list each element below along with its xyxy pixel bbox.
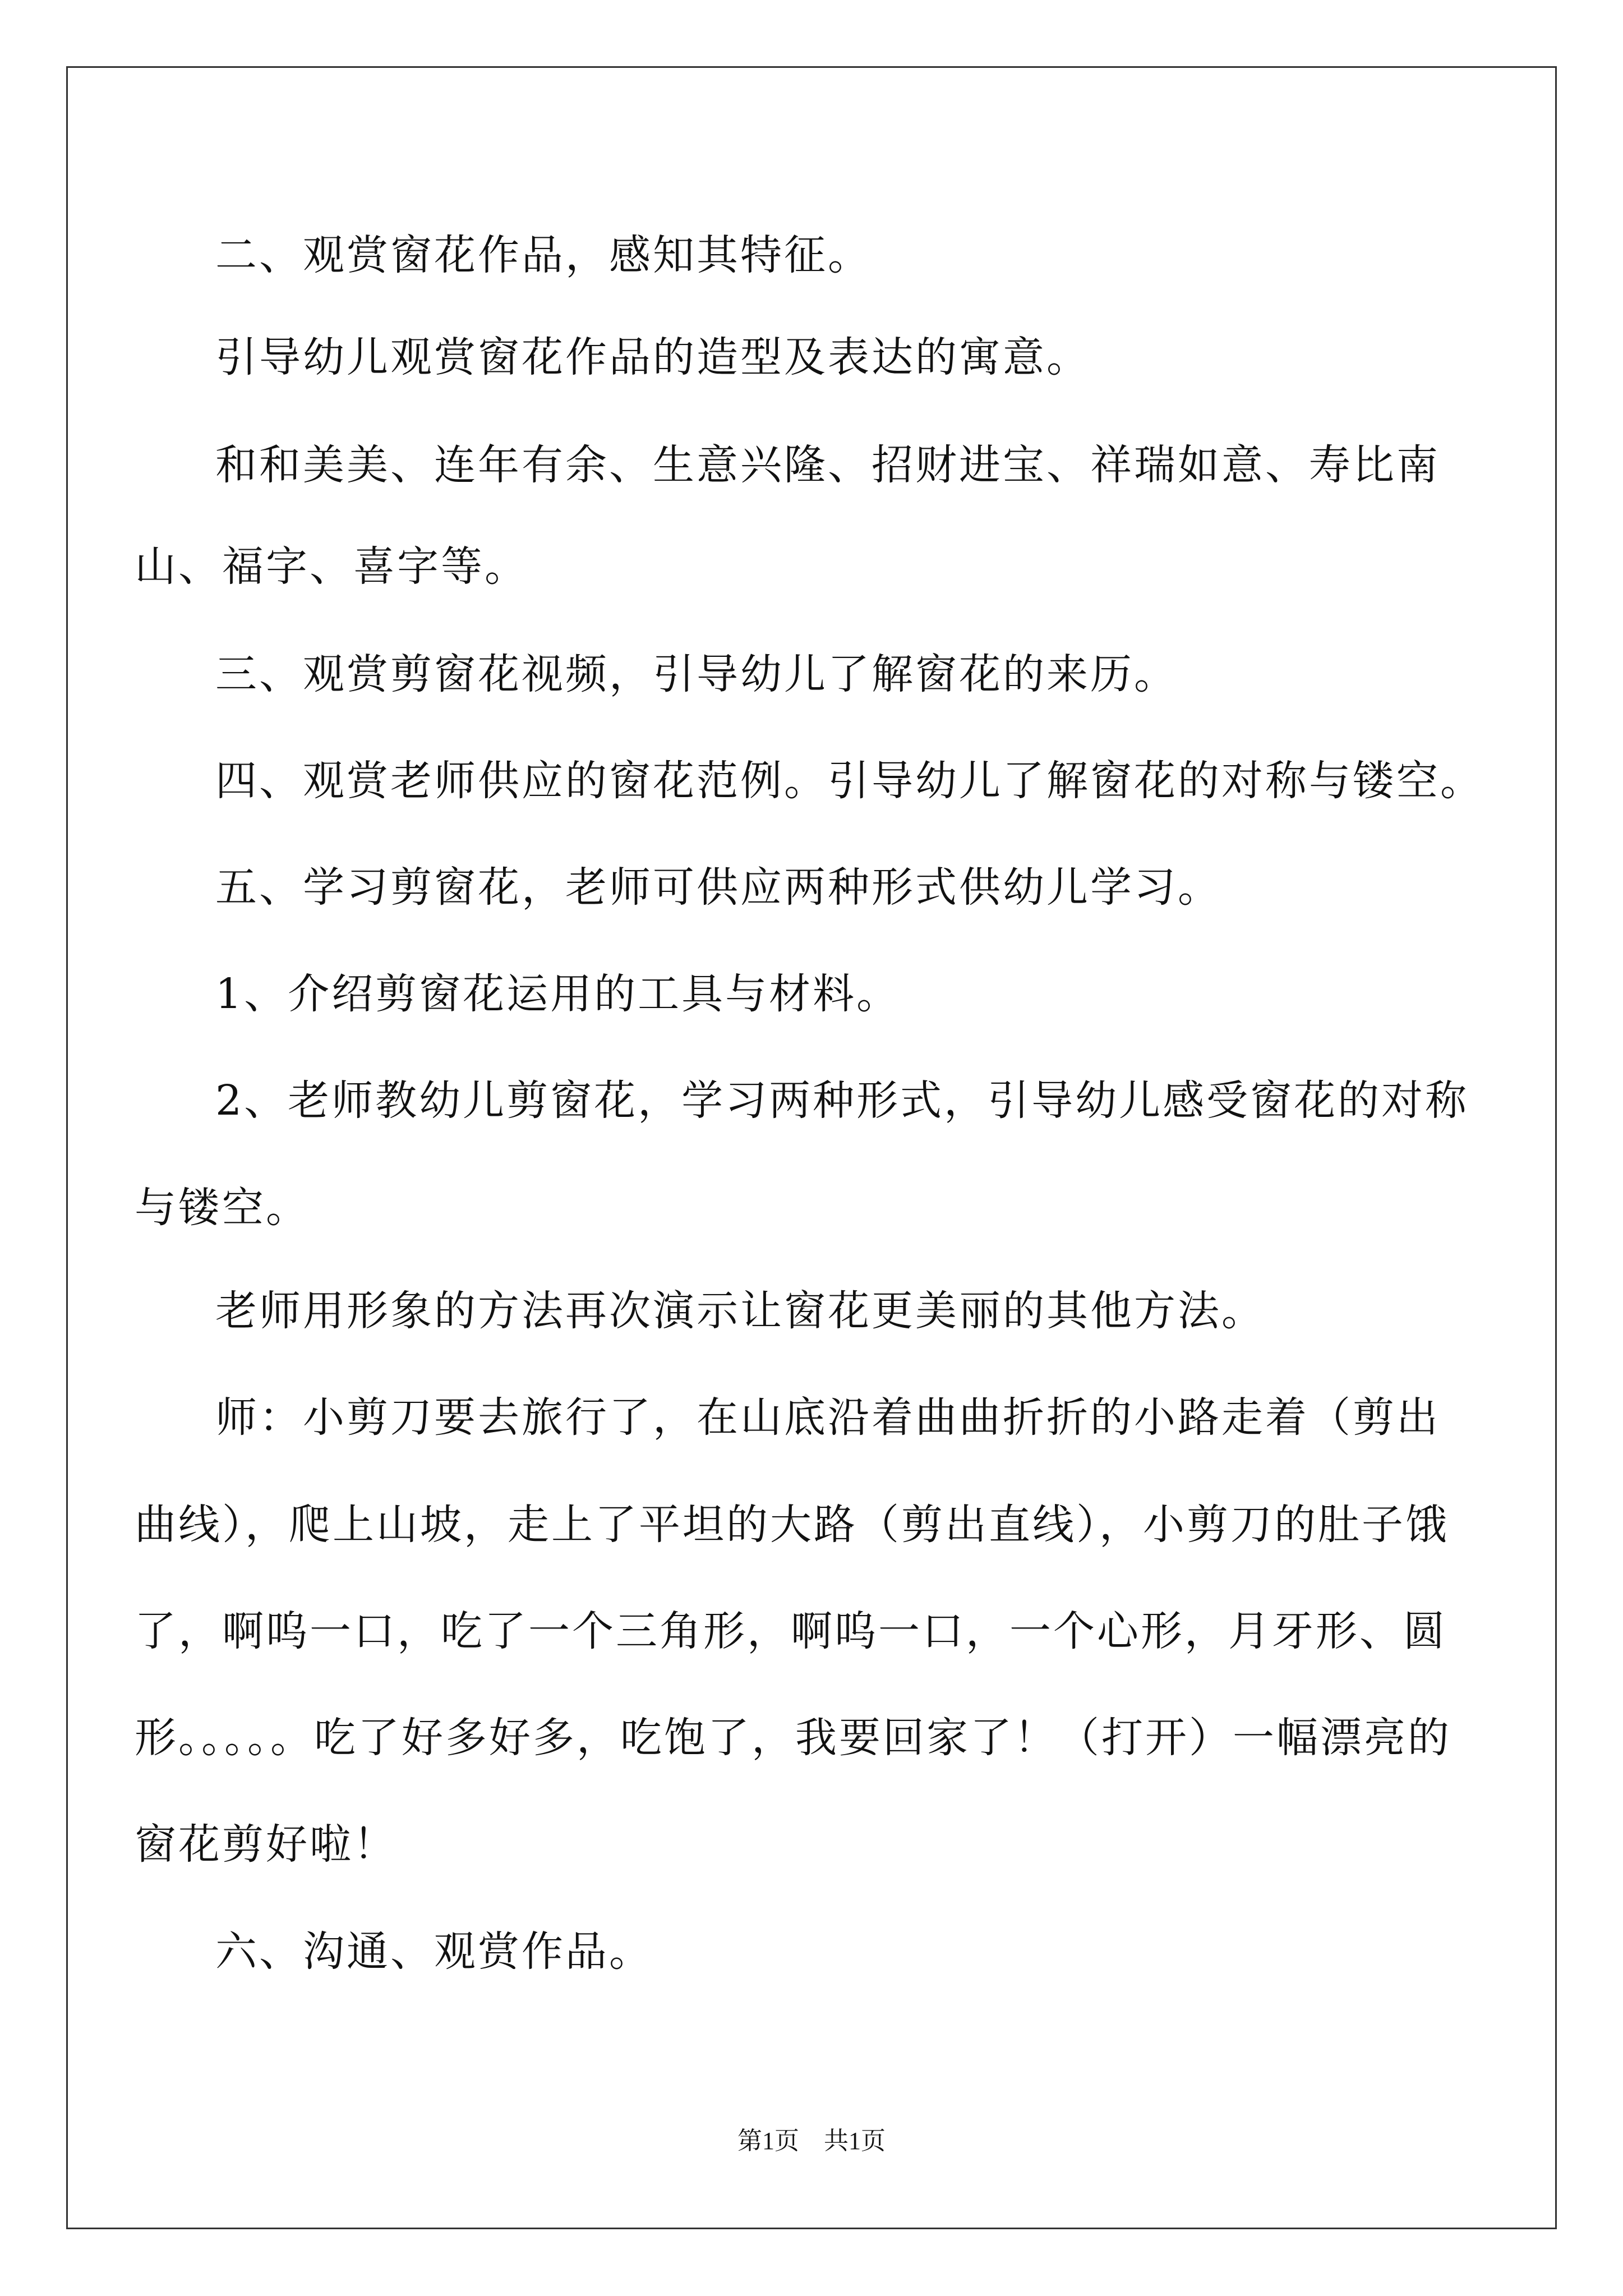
paragraph-line: 四、观赏老师供应的窗花范例。引导幼儿了解窗花的对称与镂空。 [215,757,1484,805]
paragraph-line: 山、福字、喜字等。 [135,542,528,591]
paragraph-line: 和和美美、连年有余、生意兴隆、招财进宝、祥瑞如意、寿比南 [215,441,1440,489]
page-number-footer: 第1页 共1页 [737,2127,886,2155]
paragraph-line: 引导幼儿观赏窗花作品的造型及表达的寓意。 [215,333,1090,381]
page-border [66,66,1557,2229]
paragraph-line: 师：小剪刀要去旅行了，在山底沿着曲曲折折的小路走着（剪出 [215,1393,1440,1442]
paragraph-line: 形。。。。。吃了好多好多，吃饱了，我要回家了！（打开）一幅漂亮的 [135,1714,1451,1762]
paragraph-line: 2、老师教幼儿剪窗花，学习两种形式，引导幼儿感受窗花的对称 [215,1076,1469,1125]
paragraph-line: 1、介绍剪窗花运用的工具与材料。 [215,970,901,1018]
paragraph-line: 了，啊呜一口，吃了一个三角形，啊呜一口，一个心形，月牙形、圆 [135,1607,1447,1655]
paragraph-line: 窗花剪好啦！ [135,1820,397,1869]
paragraph-line: 五、学习剪窗花，老师可供应两种形式供幼儿学习。 [215,863,1221,912]
paragraph-line: 二、观赏窗花作品，感知其特征。 [215,231,872,279]
paragraph-line: 六、沟通、观赏作品。 [215,1927,653,1976]
paragraph-line: 与镂空。 [135,1184,310,1232]
paragraph-line: 三、观赏剪窗花视频，引导幼儿了解窗花的来历。 [215,650,1178,698]
paragraph-line: 老师用形象的方法再次演示让窗花更美丽的其他方法。 [215,1287,1265,1335]
paragraph-line: 曲线），爬上山坡，走上了平坦的大路（剪出直线），小剪刀的肚子饿 [135,1501,1449,1549]
